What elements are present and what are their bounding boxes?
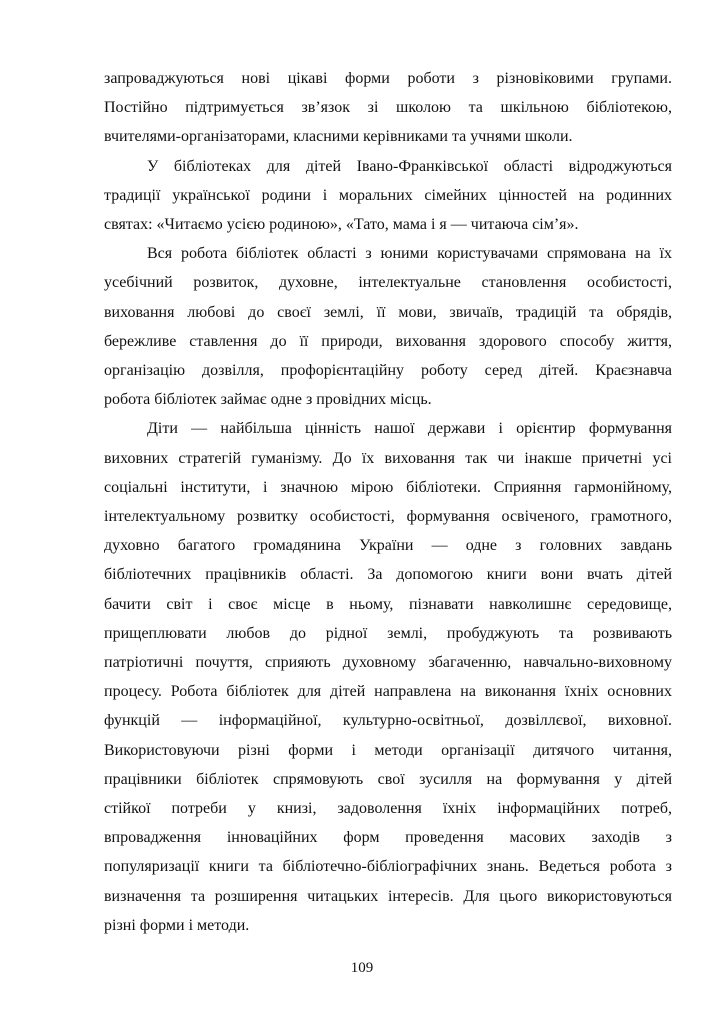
text-line: святах: «Читаємо усією родиною», «Тато, мама і я — читаюча сім’я». (104, 216, 579, 234)
text-line: процесу. Робота бібліотек для дітей направлена на виконання їхніх основних (104, 683, 672, 701)
text-line: Діти — найбільша цінність нашої держави і орієнтир формування (147, 420, 672, 438)
paragraph (104, 414, 672, 940)
text-line: бібліотечних працівників області. За допомогою книги вони вчать дітей (104, 566, 672, 584)
text-line: усебічний розвиток, духовне, інтелектуальне становлення особистості, (104, 274, 672, 292)
text-line: Постійно підтримується зв’язок зі школою та шкільною бібліотекою, (104, 99, 672, 117)
text-line: бачити світ і своє місце в ньому, пізнавати навколишнє середовище, (104, 595, 672, 613)
text-line: визначення та розширення читацьких інтересів. Для цього використовуються (104, 887, 672, 905)
text-line: Вся робота бібліотек області з юними користувачами спрямована на їх (147, 245, 672, 263)
text-line: запроваджуються нові цікаві форми роботи з різновіковими групами. (104, 70, 672, 87)
paragraph (104, 239, 672, 414)
text-line: Використовуючи різні форми і методи організації дитячого читання, (104, 741, 672, 759)
text-line: вчителями-організаторами, класними керівниками та учнями школи. (104, 128, 573, 146)
text-line: працівники бібліотек спрямовують свої зусилля на формування у дітей (104, 770, 672, 788)
text-line: бережливе ставлення до її природи, виховання здорового способу життя, (104, 332, 672, 350)
body-text (104, 64, 672, 940)
text-line: впровадження інноваційних форм проведення масових заходів з (104, 829, 672, 847)
text-line: стійкої потреби у книзі, задоволення їхніх інформаційних потреб, (104, 800, 672, 818)
text-line: популяризації книги та бібліотечно-бібліографічних знань. Ведеться робота з (104, 858, 672, 876)
page-number: 109 (350, 960, 374, 976)
text-line: патріотичні почуття, сприяють духовному збагаченню, навчально-виховному (104, 654, 672, 672)
text-line: виховання любові до своєї землі, її мови, звичаїв, традицій та обрядів, (104, 303, 672, 321)
paragraph (104, 64, 672, 152)
text-line: інтелектуальному розвитку особистості, формування освіченого, грамотного, (104, 508, 672, 526)
text-line: різні форми і методи. (104, 916, 250, 934)
text-line: традиції української родини і моральних сімейних цінностей на родинних (104, 186, 672, 204)
paragraph (104, 152, 672, 240)
text-line: організацію дозвілля, профорієнтаційну роботу серед дітей. Краєзнавча (104, 362, 672, 380)
text-line: функцій — інформаційної, культурно-освітньої, дозвіллєвої, виховної. (104, 712, 672, 730)
text-line: робота бібліотек займає одне з провідних місць. (104, 391, 432, 409)
text-line: У бібліотеках для дітей Івано-Франківської області відроджуються (147, 157, 672, 175)
text-line: духовно багатого громадянина України — одне з головних завдань (104, 537, 672, 555)
text-line: соціальні інститути, і значною мірою бібліотеки. Сприяння гармонійному, (104, 478, 672, 496)
text-line: виховних стратегій гуманізму. До їх виховання так чи інакше причетні усі (104, 449, 672, 467)
text-line: прищеплювати любов до рідної землі, пробуджують та розвивають (104, 624, 672, 642)
